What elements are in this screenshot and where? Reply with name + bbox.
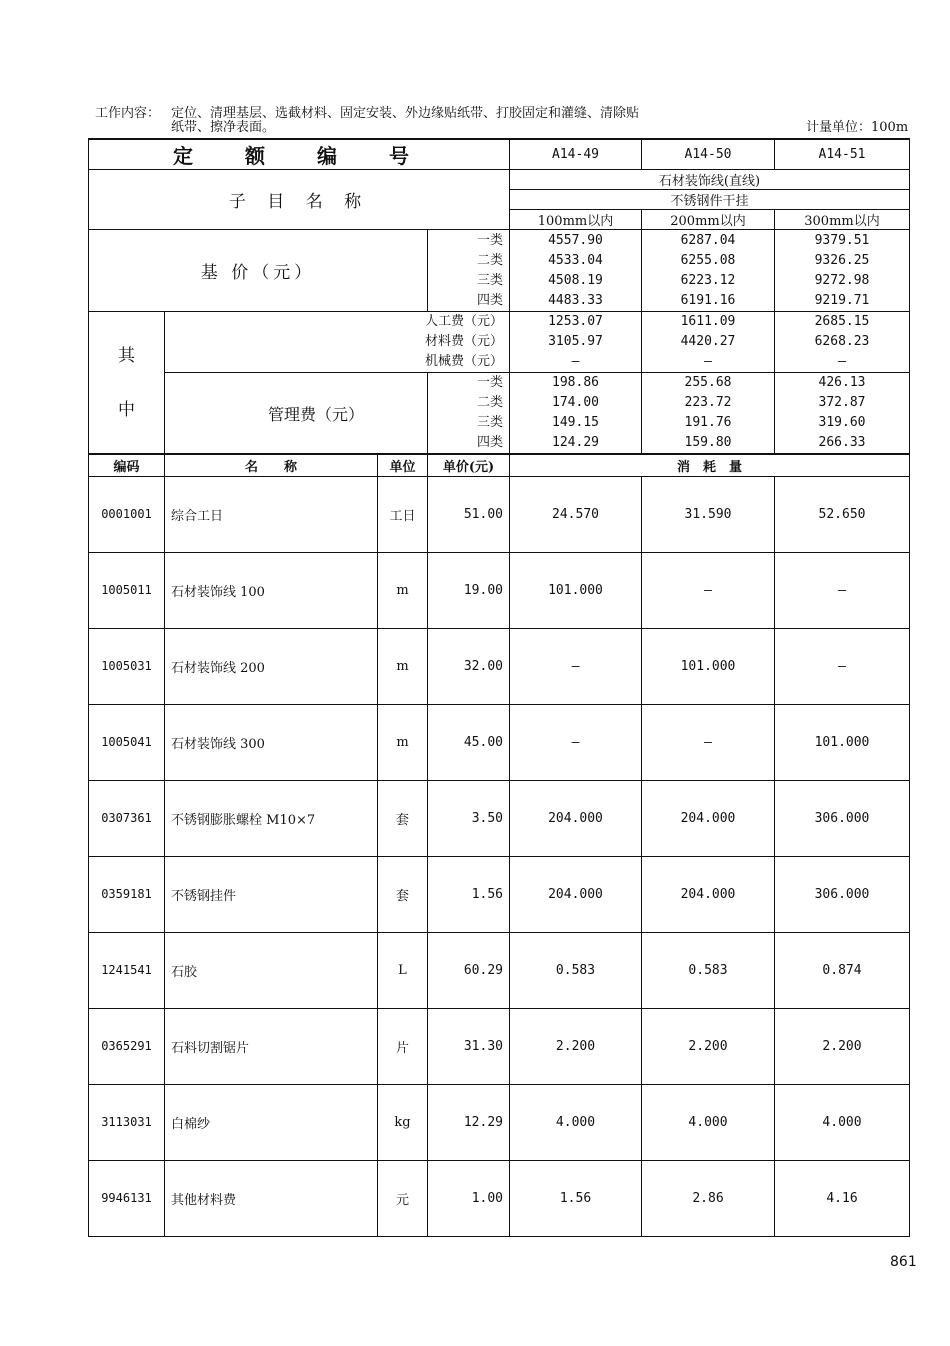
class-label: 四类: [476, 435, 503, 450]
item-quantity: –: [642, 704, 775, 780]
item-quantity: 4.16: [775, 1160, 910, 1236]
base-price-value: 6287.04: [680, 232, 736, 248]
table-row: [89, 856, 910, 932]
item-unit-price: 12.29: [428, 1084, 510, 1160]
item-quantity: 4.000: [775, 1084, 910, 1160]
quota-code-1: A14-49: [510, 139, 642, 170]
group-title: 石材装饰线(直线): [510, 170, 910, 190]
labor-cost-value: 2685.15: [814, 314, 870, 329]
spec-3: 300mm以内: [775, 210, 910, 230]
item-name-label: 子 目 名 称: [89, 170, 510, 230]
item-quantity: 204.000: [642, 856, 775, 932]
measurement-unit-note: 计量单位：100m: [806, 120, 909, 135]
mgmt-value: 124.29: [552, 435, 599, 450]
quota-code-2: A14-50: [642, 139, 775, 170]
item-unit-price: 19.00: [428, 552, 510, 628]
item-quantity: 0.583: [510, 932, 642, 1008]
machine-cost-value: –: [704, 354, 712, 369]
machine-cost-value: –: [571, 354, 580, 369]
base-price-label: 基 价（元）: [89, 230, 428, 312]
table-row: [89, 780, 910, 856]
base-price-value: 6255.08: [680, 252, 736, 268]
item-unit: kg: [378, 1084, 428, 1160]
base-price-col-3: [775, 230, 910, 312]
col-header-unit: 单位: [378, 454, 428, 476]
base-price-value: 6191.16: [680, 292, 736, 308]
item-code: 1241541: [89, 932, 165, 1008]
base-price-col-2: [642, 230, 775, 312]
cost-breakdown-labels: [165, 312, 510, 373]
work-content-line-2: 纸带、擦净表面。: [171, 120, 276, 135]
item-code: 0001001: [89, 476, 165, 552]
item-unit-price: 51.00: [428, 476, 510, 552]
item-quantity: 4.000: [510, 1084, 642, 1160]
mgmt-value: 159.80: [684, 435, 732, 450]
quota-table: [88, 138, 910, 1237]
base-price-value: 4508.19: [548, 272, 603, 288]
item-name: 石材装饰线 100: [165, 552, 378, 628]
item-name: 不锈钢膨胀螺栓 M10×7: [165, 780, 378, 856]
machine-cost-value: –: [838, 354, 846, 369]
class-label: 一类: [476, 232, 503, 248]
base-price-value: 4483.33: [548, 292, 603, 308]
item-unit-price: 32.00: [428, 628, 510, 704]
item-name: 白棉纱: [165, 1084, 378, 1160]
item-unit: 元: [378, 1160, 428, 1236]
item-quantity: 52.650: [775, 476, 910, 552]
table-row: [89, 1160, 910, 1236]
labor-cost-value: 1253.07: [548, 314, 603, 329]
item-quantity: –: [510, 704, 642, 780]
cost-col-2: [642, 312, 775, 373]
material-cost-label: 材料费（元）: [424, 334, 503, 349]
item-unit-price: 1.00: [428, 1160, 510, 1236]
class-label: 四类: [476, 292, 503, 308]
class-label: 一类: [476, 375, 503, 390]
base-price-value: 9219.71: [814, 292, 870, 308]
item-unit: m: [378, 628, 428, 704]
item-name: 石材装饰线 300: [165, 704, 378, 780]
spec-1: 100mm以内: [510, 210, 642, 230]
mgmt-col-3: [775, 373, 910, 455]
of-which-label: 其 中: [89, 312, 165, 455]
class-label: 二类: [476, 395, 503, 410]
item-unit: m: [378, 552, 428, 628]
table-row: [89, 1008, 910, 1084]
item-code: 0307361: [89, 780, 165, 856]
mgmt-col-1: [510, 373, 642, 455]
item-code: 1005031: [89, 628, 165, 704]
item-unit-price: 1.56: [428, 856, 510, 932]
item-quantity: –: [642, 552, 775, 628]
item-quantity: 4.000: [642, 1084, 775, 1160]
class-label: 三类: [476, 272, 503, 288]
mgmt-value: 266.33: [818, 435, 866, 450]
item-quantity: 101.000: [775, 704, 910, 780]
spec-2: 200mm以内: [642, 210, 775, 230]
table-row: [89, 552, 910, 628]
item-unit-price: 45.00: [428, 704, 510, 780]
labor-cost-label: 人工费（元）: [424, 314, 503, 329]
material-cost-value: 4420.27: [680, 334, 736, 349]
work-content-label: 工作内容：: [95, 106, 161, 121]
items-body: [89, 476, 910, 1236]
item-quantity: 204.000: [510, 856, 642, 932]
base-price-value: 9379.51: [814, 232, 870, 248]
material-cost-value: 3105.97: [548, 334, 603, 349]
table-row: [89, 1084, 910, 1160]
table-row: [89, 476, 910, 552]
item-quantity: 306.000: [775, 780, 910, 856]
item-quantity: 31.590: [642, 476, 775, 552]
item-quantity: 2.86: [642, 1160, 775, 1236]
mgmt-value: 255.68: [684, 375, 732, 390]
col-header-consumption: 消 耗 量: [510, 454, 910, 476]
item-quantity: 1.56: [510, 1160, 642, 1236]
labor-cost-value: 1611.09: [680, 314, 736, 329]
col-header-price: 单价(元): [428, 454, 510, 476]
item-quantity: 2.200: [775, 1008, 910, 1084]
item-name: 其他材料费: [165, 1160, 378, 1236]
item-quantity: –: [510, 628, 642, 704]
base-price-value: 9326.25: [814, 252, 870, 268]
item-unit: 片: [378, 1008, 428, 1084]
item-code: 3113031: [89, 1084, 165, 1160]
base-price-value: 9272.98: [814, 272, 870, 288]
item-code: 9946131: [89, 1160, 165, 1236]
item-code: 1005041: [89, 704, 165, 780]
mgmt-value: 372.87: [818, 395, 866, 410]
col-header-name: 名 称: [165, 454, 378, 476]
base-price-col-1: [510, 230, 642, 312]
item-name: 综合工日: [165, 476, 378, 552]
item-unit-price: 60.29: [428, 932, 510, 1008]
item-quantity: 101.000: [510, 552, 642, 628]
group-subtitle: 不锈钢件干挂: [510, 190, 910, 210]
item-name: 不锈钢挂件: [165, 856, 378, 932]
item-quantity: 101.000: [642, 628, 775, 704]
item-name: 石胶: [165, 932, 378, 1008]
class-label: 二类: [476, 252, 503, 268]
mgmt-value: 223.72: [684, 395, 732, 410]
table-row: [89, 704, 910, 780]
mgmt-value: 426.13: [818, 375, 866, 390]
item-code: 0365291: [89, 1008, 165, 1084]
cost-col-1: [510, 312, 642, 373]
class-label: 三类: [476, 415, 503, 430]
item-name: 石料切割锯片: [165, 1008, 378, 1084]
item-quantity: 204.000: [642, 780, 775, 856]
item-name: 石材装饰线 200: [165, 628, 378, 704]
item-quantity: 2.200: [510, 1008, 642, 1084]
item-unit-price: 31.30: [428, 1008, 510, 1084]
cost-col-3: [775, 312, 910, 373]
item-quantity: 2.200: [642, 1008, 775, 1084]
item-unit: 工日: [378, 476, 428, 552]
mgmt-col-2: [642, 373, 775, 455]
mgmt-class-labels: [428, 373, 510, 455]
item-unit: 套: [378, 856, 428, 932]
item-quantity: –: [775, 552, 910, 628]
item-quantity: –: [775, 628, 910, 704]
mgmt-value: 319.60: [818, 415, 866, 430]
table-row: [89, 628, 910, 704]
base-price-value: 6223.12: [680, 272, 736, 288]
page-number: 861: [890, 1254, 917, 1270]
mgmt-value: 191.76: [684, 415, 732, 430]
item-quantity: 204.000: [510, 780, 642, 856]
item-unit-price: 3.50: [428, 780, 510, 856]
item-quantity: 0.583: [642, 932, 775, 1008]
item-unit: m: [378, 704, 428, 780]
item-code: 0359181: [89, 856, 165, 932]
management-fee-label: 管理费（元）: [165, 373, 428, 455]
work-content-line-1: 定位、清理基层、选截材料、固定安装、外边缘贴纸带、打胶固定和灌缝、清除贴: [171, 106, 640, 121]
item-unit: L: [378, 932, 428, 1008]
material-cost-value: 6268.23: [814, 334, 870, 349]
quota-number-label: 定 额 编 号: [89, 139, 510, 170]
item-quantity: 0.874: [775, 932, 910, 1008]
base-price-value: 4533.04: [548, 252, 603, 268]
item-quantity: 24.570: [510, 476, 642, 552]
mgmt-value: 174.00: [552, 395, 599, 410]
item-quantity: 306.000: [775, 856, 910, 932]
base-price-value: 4557.90: [548, 232, 603, 248]
item-code: 1005011: [89, 552, 165, 628]
item-unit: 套: [378, 780, 428, 856]
mgmt-value: 198.86: [552, 375, 599, 390]
col-header-code: 编码: [89, 454, 165, 476]
class-labels: [428, 230, 510, 312]
machine-cost-label: 机械费（元）: [424, 354, 503, 369]
quota-code-3: A14-51: [775, 139, 910, 170]
mgmt-value: 149.15: [552, 415, 599, 430]
table-row: [89, 932, 910, 1008]
